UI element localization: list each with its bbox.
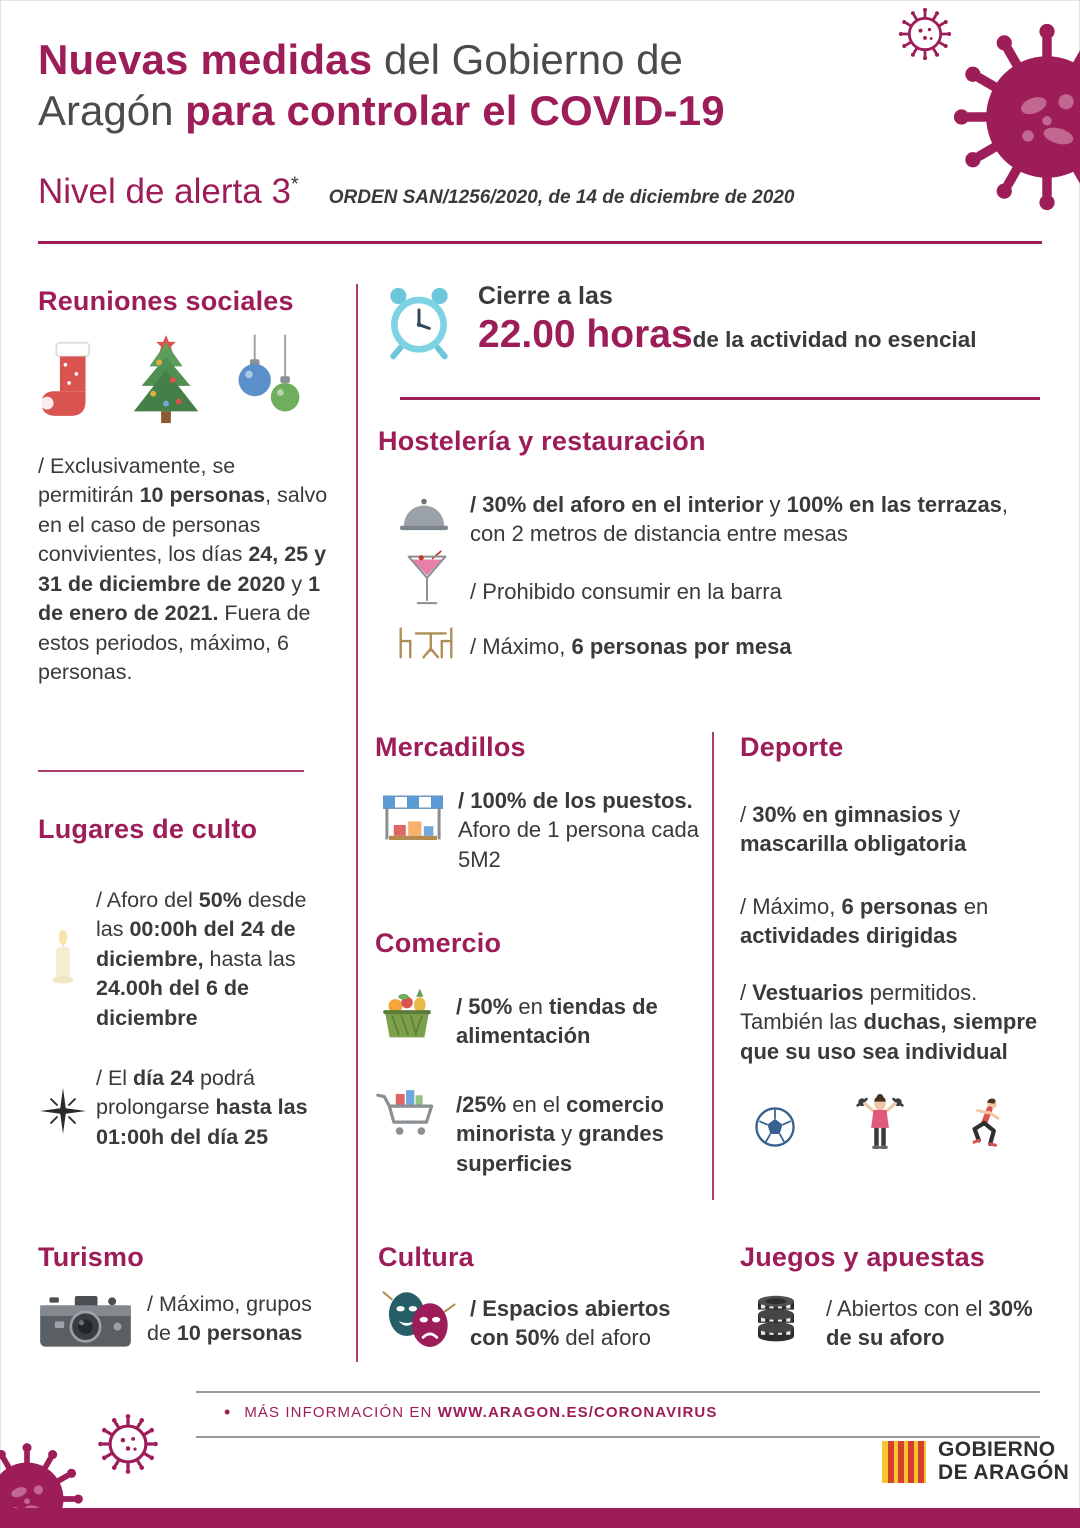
column-divider-left <box>356 284 358 1362</box>
alert-level: Nivel de alerta 3* <box>38 172 299 211</box>
footer-info-row <box>224 1402 717 1423</box>
christmas-icons-row <box>38 332 306 432</box>
cultura-heading: Cultura <box>378 1242 474 1272</box>
footer-bullet: • <box>224 1402 231 1422</box>
page-title: Nuevas medidas del Gobierno de Aragón para controlar el COVID-19 <box>38 36 725 135</box>
alarm-clock-icon <box>382 282 456 360</box>
deporte-item-1: / 30% en gimnasios y mascarilla obligatoria <box>740 802 967 857</box>
left-divider-1 <box>38 770 304 772</box>
footer-divider-top <box>196 1391 1040 1393</box>
hosteleria-heading: Hostelería y restauración <box>378 426 706 456</box>
bottom-bar <box>0 1508 1080 1528</box>
closing-suffix: de la actividad no esencial <box>692 327 977 352</box>
virus-outline-icon <box>96 1412 160 1476</box>
closing-block <box>478 282 977 357</box>
poker-chips-icon <box>746 1288 806 1348</box>
table-chairs-icon <box>394 622 458 662</box>
turismo-item <box>38 1288 339 1352</box>
culto-item-2-text: / El día 24 podrá prolongarse hasta las 01:00h del día 25 <box>96 1066 308 1149</box>
turismo-text: / Máximo, grupos de 10 personas <box>147 1292 312 1346</box>
food-basket-icon <box>378 986 436 1040</box>
order-reference: ORDEN SAN/1256/2020, de 14 de diciembre de 2020 <box>328 187 795 208</box>
candle-icon <box>38 926 88 986</box>
logo-line-1: GOBIERNO <box>938 1438 1056 1462</box>
deporte-item-3: / Vestuarios permitidos. También las duchas, siempre que su uso sea individual <box>740 980 1038 1064</box>
closing-divider <box>400 397 1040 400</box>
alert-asterisk: * <box>290 173 299 196</box>
reuniones-heading: Reuniones sociales <box>38 286 294 316</box>
runner-icon <box>956 1096 1016 1156</box>
sports-icons-row <box>746 1092 1016 1156</box>
alert-row <box>38 172 794 212</box>
camera-icon <box>38 1288 133 1352</box>
cultura-item: / Espacios abiertos con 50% del aforo <box>470 1296 671 1351</box>
culto-item-2 <box>38 1064 334 1152</box>
christmas-stocking-icon <box>38 334 102 432</box>
shopping-cart-icon <box>374 1086 438 1148</box>
comercio-item-2: /25% en el comercio minorista y grandes superficies <box>456 1092 664 1176</box>
hosteleria-item-3: / Máximo, 6 personas por mesa <box>470 634 792 659</box>
serving-tray-icon <box>396 492 452 538</box>
aragon-flag-icon <box>880 1438 928 1486</box>
mercadillos-heading: Mercadillos <box>375 732 526 762</box>
reuniones-body: / Exclusivamente, se permitirán 10 personas, salvo en el caso de personas convivientes, los días 24, 25 y 31 de diciembre de 2020 y 1 de enero de 2021. Fuera de estos periodos, máximo, 6 personas. <box>38 454 328 685</box>
market-stall-icon <box>383 790 443 848</box>
turismo-heading: Turismo <box>38 1242 144 1272</box>
culto-item-1 <box>38 886 334 1033</box>
cocktail-icon <box>404 548 450 610</box>
comercio-item-1: / 50% en tiendas de alimentación <box>456 994 658 1049</box>
closing-time: 22.00 horas <box>478 313 693 356</box>
football-icon <box>746 1098 804 1156</box>
logo-text <box>938 1439 1069 1484</box>
culto-item-1-text: / Aforo del 50% desde las 00:00h del 24 de diciembre, hasta las 24.00h del 6 de diciembre <box>96 888 307 1030</box>
virus-outline-icon <box>897 6 953 62</box>
christmas-tree-icon <box>122 332 210 432</box>
star-sparkle-icon <box>40 1088 86 1134</box>
mercadillos-item-1: / 100% de los puestos. Aforo de 1 persona cada 5M2 <box>458 788 699 872</box>
gobierno-aragon-logo <box>880 1438 1069 1486</box>
header-divider <box>38 241 1042 244</box>
hosteleria-item-2: / Prohibido consumir en la barra <box>470 579 782 604</box>
hosteleria-item-1: / 30% del aforo en el interior y 100% en las terrazas, con 2 metros de distancia entre mesas <box>470 492 1009 547</box>
weight-training-icon <box>848 1092 912 1156</box>
culto-heading: Lugares de culto <box>38 814 258 844</box>
comercio-heading: Comercio <box>375 928 502 958</box>
deporte-item-2: / Máximo, 6 personas en actividades dirigidas <box>740 894 989 949</box>
juegos-heading: Juegos y apuestas <box>740 1242 986 1272</box>
deporte-heading: Deporte <box>740 732 844 762</box>
logo-line-2: DE ARAGÓN <box>938 1461 1070 1484</box>
baubles-icon <box>230 332 306 432</box>
juegos-item: / Abiertos con el 30% de su aforo <box>826 1296 1033 1351</box>
theater-masks-icon <box>378 1288 460 1354</box>
column-divider-right <box>712 732 714 1200</box>
closing-line1: Cierre a las <box>478 282 613 310</box>
footer-info-text[interactable]: MÁS INFORMACIÓN EN WWW.ARAGON.ES/CORONAVIRUS <box>244 1404 718 1421</box>
virus-solid-icon <box>952 22 1080 212</box>
